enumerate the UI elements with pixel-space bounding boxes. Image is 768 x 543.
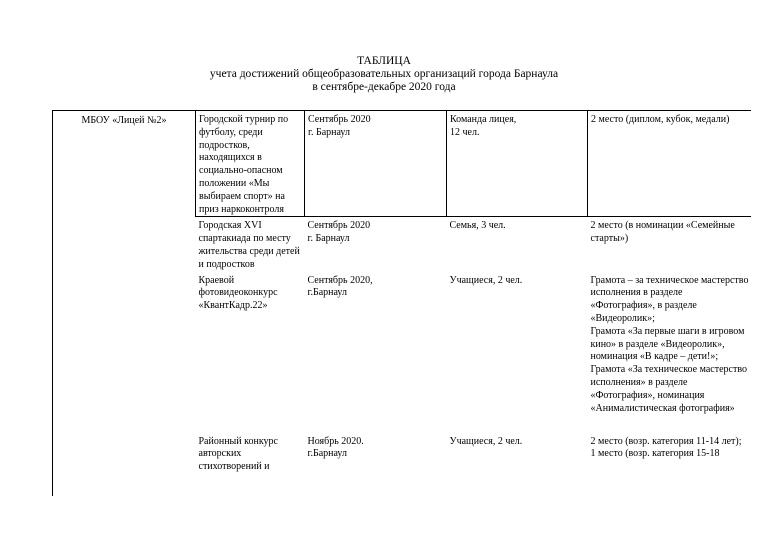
event-cell: Городская XVI спартакиада по месту жительства среди детей и подростков — [198, 220, 300, 270]
document-subtitle: учета достижений общеобразовательных организаций города Барнаула — [209, 68, 559, 80]
participants-cell: Учащиеся, 2 чел. — [449, 274, 523, 286]
document-period: в сентябре-декабре 2020 года — [312, 81, 456, 93]
date-place-cell: Сентябрь 2020, г.Барнаул — [307, 274, 373, 299]
participants-cell: Команда лицея, 12 чел. — [447, 111, 588, 217]
date-place-cell: Ноябрь 2020. г.Барнаул — [307, 435, 364, 460]
document-header — [0, 55, 768, 94]
date-place-cell: Сентябрь 2020 г. Барнаул — [305, 111, 447, 217]
achievements-table-container — [52, 110, 751, 543]
participants-cell: Учащиеся, 2 чел. — [449, 435, 523, 447]
table-row — [53, 111, 752, 217]
achievements-table — [52, 110, 751, 496]
event-cell: Краевой фотовидеоконкурс «КвантКадр.22» — [198, 274, 278, 312]
event-cell: Районный конкурс авторских стихотворений и — [198, 435, 278, 473]
event-cell: Городской турнир по футболу, среди подростков, находящихся в социально-опасном положении «Мы выбираем спорт» на приз наркоконтроля — [196, 111, 305, 217]
organization-cell: МБОУ «Лицей №2» — [53, 111, 196, 496]
result-cell: 2 место (возр. категория 11-14 лет); 1 место (возр. категория 15-18 — [590, 435, 742, 460]
document-title: ТАБЛИЦА — [357, 55, 411, 67]
result-cell: 2 место (в номинации «Семейные старты») — [590, 220, 735, 245]
result-cell: 2 место (диплом, кубок, медали) — [588, 111, 752, 217]
result-cell: Грамота – за техническое мастерство исполнения в разделе «Фотография», в разделе «Видеоролик»; Грамота «За первые шаги в игровом кино» в разделе «Видеоролик», номинация «В кадре – дети!»; Грамота «За техническое мастерство исполнения» в разделе «Фотография», номинация «Анималистическая фотография» — [590, 274, 749, 414]
date-place-cell: Сентябрь 2020 г. Барнаул — [307, 220, 371, 245]
participants-cell: Семья, 3 чел. — [449, 220, 506, 232]
